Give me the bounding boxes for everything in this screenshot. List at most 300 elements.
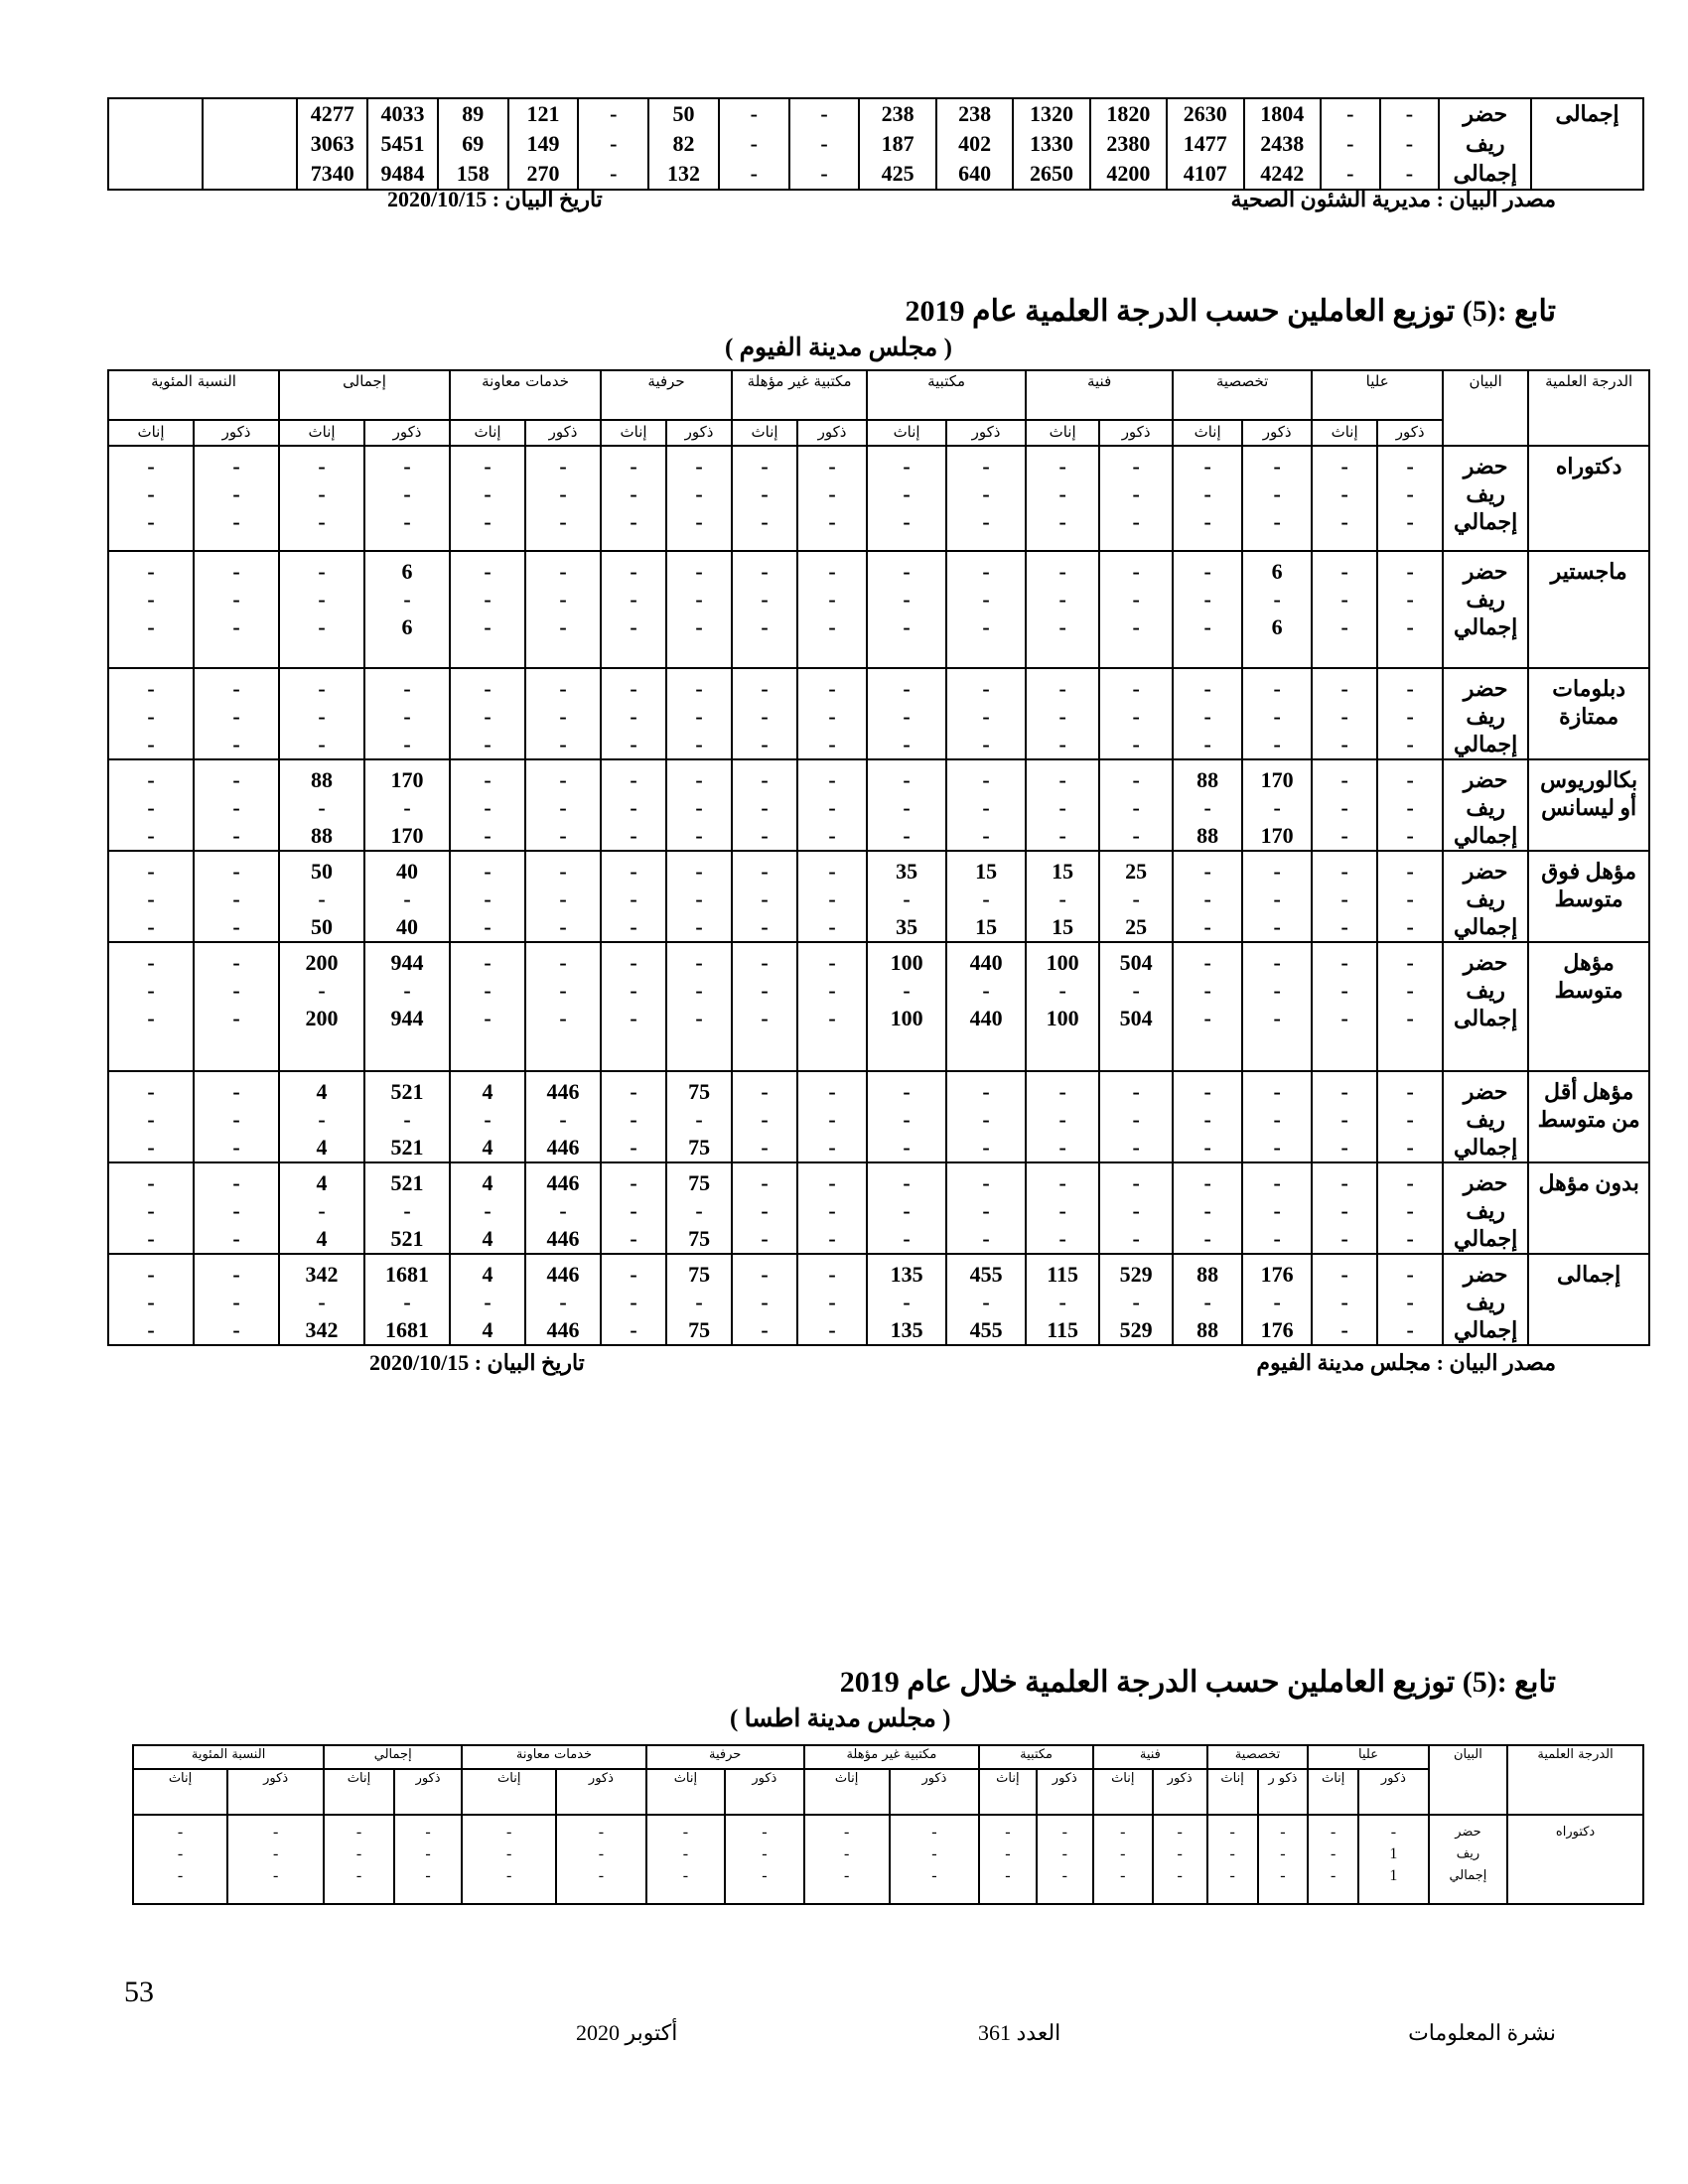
value-line: - [484,1290,492,1314]
top-table-cell: 2650 [1013,159,1089,190]
value-line: - [484,978,492,1003]
value-line: - [1203,587,1211,612]
value-line: - [559,454,567,478]
value-line: - [630,1198,637,1223]
value-line: - [1406,950,1414,975]
value-cell [1377,551,1443,668]
value-cell [1242,759,1312,851]
value-cell [108,1071,194,1162]
value-line: - [762,1845,768,1862]
value-cell [194,1162,279,1254]
value-cell [797,942,867,1071]
value-line: 75 [688,1135,711,1160]
statement-line: حضر [1463,1170,1508,1195]
value-line: - [1406,859,1414,884]
value-line: - [1340,1079,1348,1104]
value-cell [666,668,732,759]
value-line: - [1273,704,1281,729]
value-cell [194,668,279,759]
value-line: - [147,676,155,701]
value-line: - [147,587,155,612]
value-line: - [1203,454,1211,478]
degree-row [108,446,1649,551]
value-line: - [982,732,990,756]
value-cell [108,851,194,942]
value-line: - [484,795,492,820]
section3-subtitle: ( مجلس مدينة اطسا ) [730,1706,951,1732]
statement-line: إجمالي [1454,914,1518,939]
value-line: - [177,1824,184,1841]
value-line: - [1406,1107,1414,1132]
value-line: - [232,587,240,612]
value-line: 170 [390,823,424,848]
value-cell [601,851,666,942]
female-header: إناث [646,1769,725,1815]
value-line: - [903,1079,911,1104]
value-line: - [931,1845,937,1862]
value-line: - [484,614,492,639]
value-line: - [484,914,492,939]
value-line: - [147,795,155,820]
value-line: - [403,587,411,612]
value-line: - [1340,795,1348,820]
value-line: - [147,454,155,478]
value-line: - [1177,1867,1183,1884]
value-cell [797,446,867,551]
value-line: - [1280,1867,1286,1884]
male-header: ذكور [1242,420,1312,446]
degree-label: بدون مؤهل [1528,1162,1649,1254]
top-table-cell: - [1321,129,1380,159]
value-line: - [761,1262,769,1287]
value-line: - [1058,1079,1066,1104]
value-line: - [318,887,326,911]
value-line: - [559,587,567,612]
value-line: 944 [390,950,424,975]
value-cell [364,1071,450,1162]
value-line: - [695,859,703,884]
value-cell [1377,942,1443,1071]
degree-label: مؤهل متوسط [1528,942,1649,1071]
value-line: - [1273,1198,1281,1223]
female-header: إناث [1026,420,1099,446]
top-table-cell: 89 [438,98,508,129]
value-cell [108,759,194,851]
value-cell [194,1071,279,1162]
value-line: 446 [546,1135,580,1160]
top-table-cell: 132 [648,159,719,190]
value-cell [108,942,194,1071]
value-cell [1099,1071,1173,1162]
value-line: - [695,676,703,701]
value-line: - [1340,1107,1348,1132]
value-line: - [403,676,411,701]
value-line: - [147,614,155,639]
value-cell [364,1254,450,1345]
section2-subtitle: ( مجلس مدينة الفيوم ) [725,335,952,361]
value-line: - [761,1198,769,1223]
degree-row [108,551,1649,668]
value-line: - [1229,1867,1235,1884]
value-line: - [982,1290,990,1314]
value-line: 342 [305,1317,339,1342]
value-cell [666,1254,732,1345]
value-line: - [1340,614,1348,639]
value-cell [194,759,279,851]
value-cell [1093,1815,1153,1904]
value-line: - [1203,887,1211,911]
value-line: - [1203,978,1211,1003]
degree-row [108,759,1649,851]
value-line: - [559,767,567,792]
value-line: 15 [1052,859,1074,884]
value-line: - [484,509,492,534]
footer-bulletin: نشرة المعلومات [1408,2020,1556,2045]
value-cell [666,942,732,1071]
value-line: - [1406,767,1414,792]
value-cell [194,1254,279,1345]
value-line: - [828,1079,836,1104]
value-line: - [232,767,240,792]
female-header: إناث [601,420,666,446]
value-line: - [1058,887,1066,911]
value-line: - [559,950,567,975]
value-line: - [982,767,990,792]
value-line: - [828,481,836,506]
value-cell [797,551,867,668]
value-line: - [232,481,240,506]
group-header: خدمات معاونة [450,370,601,420]
value-cell [364,942,450,1071]
value-line: - [1058,509,1066,534]
value-cell [797,1162,867,1254]
value-line: - [903,1170,911,1195]
value-line: - [1406,978,1414,1003]
value-cell [1312,942,1377,1071]
value-line: 135 [890,1262,923,1287]
statement-line: ريف [1466,587,1505,612]
value-line: - [630,950,637,975]
value-line: - [1406,914,1414,939]
value-cell [1173,551,1242,668]
value-line: - [559,1006,567,1030]
value-line: - [147,950,155,975]
value-line: - [843,1845,850,1862]
value-line: - [1340,887,1348,911]
value-line: - [1273,454,1281,478]
value-line: 446 [546,1079,580,1104]
value-line: - [147,1135,155,1160]
value-line: - [1203,732,1211,756]
value-cell [279,1162,364,1254]
value-line: - [403,509,411,534]
value-line: 35 [896,859,918,884]
value-line: - [1280,1845,1286,1862]
value-line: - [1340,1198,1348,1223]
value-line: - [484,950,492,975]
value-cell [450,942,525,1071]
value-line: - [762,1824,768,1841]
group-header: النسبة المئوية [108,370,279,420]
value-line: 88 [1196,767,1219,792]
value-cell [732,942,797,1071]
value-cell [946,551,1026,668]
degree-header: الدرجة العلمية [1528,370,1649,446]
value-line: - [630,1107,637,1132]
value-line: - [1406,795,1414,820]
female-header: إناث [462,1769,556,1815]
statement-cell [1443,446,1528,551]
value-cell [108,1162,194,1254]
value-line: - [598,1867,605,1884]
value-cell [525,668,601,759]
value-line: - [232,950,240,975]
value-line: - [828,859,836,884]
value-cell [525,446,601,551]
section2-source: مصدر البيان : مجلس مدينة الفيوم [1256,1350,1556,1375]
value-line: 88 [1196,823,1219,848]
value-cell [279,446,364,551]
value-line: - [1340,823,1348,848]
value-line: - [1406,1006,1414,1030]
value-line: 4 [316,1135,328,1160]
value-line: - [1132,1107,1140,1132]
value-line: - [506,1845,512,1862]
group-header: تخصصية [1173,370,1312,420]
value-line: - [982,795,990,820]
value-line: 521 [390,1226,424,1251]
value-line: - [903,481,911,506]
value-line: - [630,978,637,1003]
value-line: - [147,1226,155,1251]
value-cell [1173,759,1242,851]
value-line: - [1132,767,1140,792]
value-line: - [903,559,911,584]
value-line: - [559,509,567,534]
value-line: 200 [305,1006,339,1030]
value-line: - [695,481,703,506]
value-cell [946,446,1026,551]
value-line: - [177,1867,184,1884]
value-line: - [1058,704,1066,729]
value-line: - [425,1845,431,1862]
statement-line: ريف [1466,978,1505,1003]
value-line: - [1340,1290,1348,1314]
value-line: - [695,559,703,584]
value-line: - [1406,1198,1414,1223]
value-line: - [232,614,240,639]
value-cell [194,446,279,551]
value-line: - [318,454,326,478]
value-line: 6 [401,559,413,584]
value-line: - [982,1170,990,1195]
top-table-row [108,98,1643,129]
male-header: ذكور [364,420,450,446]
value-line: - [1340,978,1348,1003]
value-line: 446 [546,1317,580,1342]
degree-label: إجمالى [1528,1254,1649,1345]
value-line: - [403,1107,411,1132]
value-line: - [695,704,703,729]
value-line: - [903,732,911,756]
section2-date: تاريخ البيان : 2020/10/15 [369,1350,585,1375]
value-line: - [355,1867,362,1884]
value-line: - [1273,1135,1281,1160]
value-line: - [1120,1845,1126,1862]
value-cell [946,1254,1026,1345]
statement-line: حضر [1463,559,1508,584]
value-cell [601,759,666,851]
value-line: - [1132,587,1140,612]
statement-line: ريف [1466,1198,1505,1223]
value-line: - [761,1079,769,1104]
degree-label: مؤهل أقل من متوسط [1528,1071,1649,1162]
top-table-cell: 4033 [367,98,438,129]
value-cell [1377,1162,1443,1254]
value-line: 75 [688,1079,711,1104]
value-line: - [232,978,240,1003]
value-cell [1242,1162,1312,1254]
value-line: - [828,732,836,756]
value-cell [525,1162,601,1254]
value-line: - [761,914,769,939]
value-line: 88 [1196,1317,1219,1342]
value-cell [1099,851,1173,942]
value-line: - [828,978,836,1003]
value-line: - [1340,1317,1348,1342]
value-line: - [1340,859,1348,884]
value-cell [1358,1815,1429,1904]
value-line: - [982,1198,990,1223]
value-cell [732,1254,797,1345]
value-line: - [682,1867,689,1884]
top-table-blank [108,159,203,190]
value-line: - [147,481,155,506]
value-line: - [1406,587,1414,612]
value-line: - [1203,481,1211,506]
value-line: - [147,1107,155,1132]
value-line: 1681 [385,1262,430,1287]
value-cell [525,942,601,1071]
value-cell [1377,759,1443,851]
value-line: - [1340,1170,1348,1195]
value-line: - [147,1198,155,1223]
value-line: - [147,704,155,729]
value-cell [1026,942,1099,1071]
value-line: - [1058,1135,1066,1160]
value-line: - [1406,1226,1414,1251]
value-line: - [1340,732,1348,756]
value-line: 100 [1046,950,1079,975]
top-table-label: إجمالى [1531,98,1643,129]
value-line: - [1203,859,1211,884]
statement-line: حضر [1463,1262,1508,1287]
value-line: - [828,1226,836,1251]
value-line: 6 [1271,614,1283,639]
value-line: 6 [1271,559,1283,584]
value-cell [1207,1815,1258,1904]
value-cell [797,668,867,759]
value-line: - [232,859,240,884]
value-line: - [1406,481,1414,506]
value-line: 75 [688,1226,711,1251]
top-table-cell: 7340 [297,159,367,190]
value-line: - [695,509,703,534]
itsa-workers-table [132,1744,1644,1905]
top-table-cell: 3063 [297,129,367,159]
value-line: - [695,732,703,756]
value-line: - [1132,614,1140,639]
value-line: - [559,1107,567,1132]
value-cell [525,1254,601,1345]
value-line: - [1340,704,1348,729]
value-line: - [1406,676,1414,701]
value-line: - [828,795,836,820]
value-line: - [484,887,492,911]
value-cell [1099,1162,1173,1254]
value-line: - [982,559,990,584]
value-line: - [1340,950,1348,975]
value-line: - [1203,1198,1211,1223]
top-table-cell: 4107 [1167,159,1243,190]
value-cell [1258,1815,1309,1904]
value-line: - [695,587,703,612]
female-header: إناث [324,1769,394,1815]
value-cell [1026,759,1099,851]
female-header: إناث [450,420,525,446]
value-line: - [1340,509,1348,534]
value-line: - [232,1006,240,1030]
value-line: - [1331,1845,1336,1862]
top-table-cell: - [1380,98,1440,129]
top-table-cell: - [789,129,860,159]
value-line: - [630,1170,637,1195]
value-line: - [318,676,326,701]
top-table-cell: - [789,98,860,129]
value-line: - [1273,950,1281,975]
value-line: - [403,1198,411,1223]
statement-line: حضر [1463,950,1508,975]
value-line: - [484,1006,492,1030]
value-line: - [1058,795,1066,820]
value-line: - [903,587,911,612]
value-cell [1312,1254,1377,1345]
value-line: - [425,1824,431,1841]
value-line: - [982,823,990,848]
footer-issue: العدد 361 [978,2020,1061,2045]
top-table-cell: 238 [936,98,1013,129]
value-line: - [1058,732,1066,756]
value-cell [1099,551,1173,668]
value-line: - [1058,559,1066,584]
value-line: - [630,481,637,506]
value-line: 529 [1119,1262,1153,1287]
value-line: 529 [1119,1317,1153,1342]
value-cell [601,668,666,759]
male-header: ذكور [725,1769,803,1815]
top-date: تاريخ البيان : 2020/10/15 [387,187,603,211]
statement-line: إجمالى [1454,1006,1518,1030]
value-line: - [232,1262,240,1287]
value-cell [1377,851,1443,942]
top-table-cell: 402 [936,129,1013,159]
value-line: - [1132,676,1140,701]
statement-line: إجمالي [1449,1868,1487,1883]
value-cell [601,1162,666,1254]
value-cell [725,1815,803,1904]
value-cell [194,942,279,1071]
value-line: - [1061,1867,1067,1884]
